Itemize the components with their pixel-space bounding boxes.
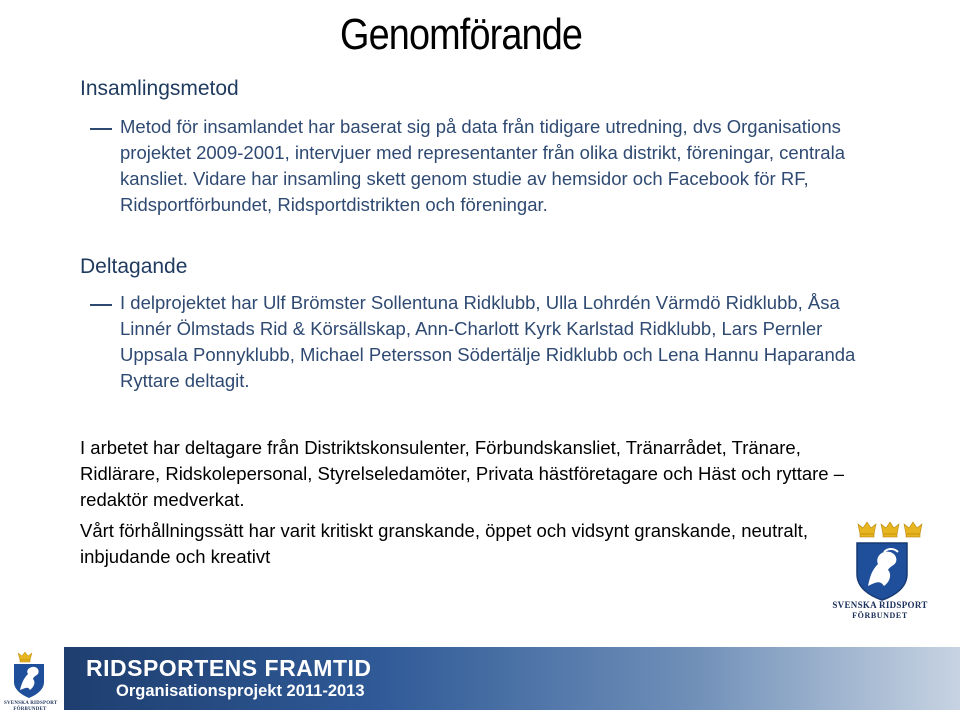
logo-text-line1: SVENSKA RIDSPORT [832,600,928,610]
footer-logo-text-line2: FÖRBUNDET [13,707,47,712]
banner-subtitle: Organisationsprojekt 2011-2013 [116,682,365,700]
slide-title: Genomförande [340,10,583,59]
footer-banner [64,647,960,710]
horse-shield-icon [854,540,910,602]
bullet-deltagande: I delprojektet har Ulf Brömster Sollentuna Ridklubb, Ulla Lohrdén Värmdö Ridklubb, Åsa Linnér Ölmstads Rid & Körsällskap, Ann-Charlott Kyrk Karlstad Ridklubb, Lars Pernler Uppsala Ponnyklubb, Michael Petersson Södertälje Ridklubb och Lena Hannu Haparanda Ryttare deltagit. [120,292,856,391]
footer-srf-logo [4,650,58,712]
paragraph-participants: I arbetet har deltagare från Distriktskonsulenter, Förbundskansliet, Tränarrådet, Tränare, Ridlärare, Ridskolepersonal, Styrelseledamöter, Privata hästföretagare och Häst och ryttare – redaktör medverkat. [80,437,845,510]
bullet-insamlingsmetod: Metod för insamlandet har baserat sig på data från tidigare utredning, dvs Organisations projektet 2009-2001, intervjuer med representanter från olika distrikt, föreningar, centrala kansliet. Vidare har insamling skett genom studie av hemsidor och Facebook för RF, Ridsportförbundet, Ridsportdistrikten och föreningar. [120,116,845,215]
banner-title: RIDSPORTENS FRAMTID [86,655,372,681]
footer-crown-shield-icon [6,650,52,700]
footer-logo-text-line1: SVENSKA RIDSPORT [4,701,58,706]
heading-insamlingsmetod: Insamlingsmetod [80,77,239,100]
srf-logo [834,518,930,622]
paragraph-approach: Vårt förhållningssätt har varit kritiskt granskande, öppet och vidsynt granskande, neutralt, inbjudande och kreativt [80,520,809,567]
three-crowns-icon [856,518,928,540]
bullet-dash-2 [90,304,112,306]
heading-deltagande: Deltagande [80,255,188,278]
bullet-dash-1 [90,128,112,130]
logo-text-line2: FÖRBUNDET [852,611,908,620]
